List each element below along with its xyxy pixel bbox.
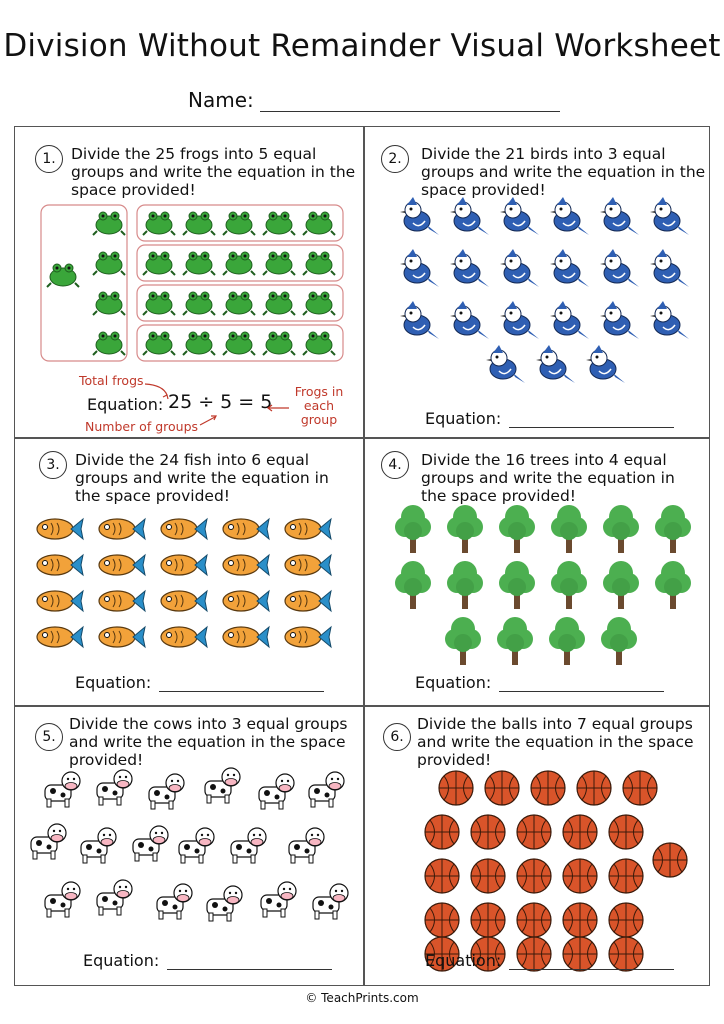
bird-icon (400, 197, 439, 235)
bird-icon (550, 197, 589, 235)
problem-number: 5. (35, 723, 63, 751)
fish-icon (37, 519, 83, 539)
equation-row: Equation: (425, 409, 674, 428)
problems-grid (14, 126, 710, 986)
tree-icon (395, 505, 431, 553)
equation-answer-line[interactable] (509, 951, 674, 970)
basketball-icon (653, 843, 687, 877)
cow-icon (207, 886, 242, 921)
tree-icon (603, 505, 639, 553)
basketball-icon (517, 859, 551, 893)
fish-icon (99, 591, 145, 611)
bird-icon (550, 249, 589, 287)
example-equation: 25 ÷ 5 = 5 (168, 391, 273, 413)
fish-illustration (15, 517, 363, 667)
cow-icon (97, 770, 132, 805)
equation-answer-line[interactable] (509, 409, 674, 428)
basketball-icon (439, 771, 473, 805)
basketball-icon (425, 903, 459, 937)
basketball-icon (425, 859, 459, 893)
cow-icon (261, 882, 296, 917)
bird-icon (600, 197, 639, 235)
equation-answer-line[interactable] (499, 673, 664, 692)
problem-5 (15, 705, 363, 987)
number-of-groups-label: Number of groups (85, 419, 199, 434)
problem-number: 3. (39, 451, 67, 479)
basketball-icon (609, 903, 643, 937)
problem-number: 6. (383, 723, 411, 751)
cow-icon (157, 884, 192, 919)
basketball-icon (623, 771, 657, 805)
fish-icon (99, 519, 145, 539)
basketball-icon (471, 859, 505, 893)
tree-icon (447, 505, 483, 553)
cow-icon (45, 772, 80, 807)
bird-icon (586, 345, 625, 383)
bird-icon (550, 301, 589, 339)
cow-icon (179, 828, 214, 863)
cow-icon (133, 826, 168, 861)
bird-icon (500, 301, 539, 339)
equation-row: Equation: (415, 673, 664, 692)
cow-icon (31, 824, 66, 859)
problem-prompt: Divide the 25 frogs into 5 equal groups and write the equation in the space provided! (71, 145, 356, 199)
fish-icon (285, 627, 331, 647)
tree-icon (499, 505, 535, 553)
name-field[interactable] (260, 89, 560, 112)
name-row (188, 88, 560, 112)
cows-illustration (15, 765, 363, 945)
equation-row: Equation: (425, 951, 674, 970)
fish-icon (99, 555, 145, 575)
footer-credit: © TeachPrints.com (305, 991, 419, 1005)
problem-prompt: Divide the cows into 3 equal groups and write the equation in the space provided! (69, 715, 348, 769)
fish-icon (99, 627, 145, 647)
fish-icon (285, 519, 331, 539)
cow-icon (205, 768, 240, 803)
fish-icon (161, 555, 207, 575)
tree-icon (395, 561, 431, 609)
fish-icon (223, 519, 269, 539)
bird-icon (450, 301, 489, 339)
cow-icon (97, 880, 132, 915)
worksheet-title: Division Without Remainder Visual Worksheet (3, 28, 721, 64)
tree-icon (445, 617, 481, 665)
bird-icon (500, 249, 539, 287)
bird-icon (650, 249, 689, 287)
cow-icon (149, 774, 184, 809)
tree-icon (551, 561, 587, 609)
bird-icon (400, 249, 439, 287)
equation-answer-line[interactable] (159, 673, 324, 692)
basketball-icon (609, 859, 643, 893)
tree-icon (549, 617, 585, 665)
cow-icon (309, 772, 344, 807)
basketball-icon (517, 815, 551, 849)
problem-prompt: Divide the 24 fish into 6 equal groups and write the equation in the space provided! (75, 451, 329, 505)
bird-icon (600, 249, 639, 287)
tree-icon (499, 561, 535, 609)
bird-icon (500, 197, 539, 235)
cow-icon (289, 828, 324, 863)
basketball-icon (471, 903, 505, 937)
tree-icon (655, 561, 691, 609)
cow-icon (45, 882, 80, 917)
tree-icon (447, 561, 483, 609)
bird-icon (650, 301, 689, 339)
tree-icon (603, 561, 639, 609)
name-label: Name: (188, 88, 254, 112)
problem-number: 1. (35, 145, 63, 173)
problem-prompt: Divide the 16 trees into 4 equal groups and write the equation in the space provided! (421, 451, 675, 505)
annotation-arrows (15, 127, 363, 437)
cow-icon (81, 828, 116, 863)
problem-prompt: Divide the 21 birds into 3 equal groups and write the equation in the space provided! (421, 145, 706, 199)
tree-icon (497, 617, 533, 665)
basketball-icon (471, 815, 505, 849)
problem-prompt: Divide the balls into 7 equal groups and write the equation in the space provided! (417, 715, 694, 769)
basketball-icon (577, 771, 611, 805)
fish-icon (285, 555, 331, 575)
problem-number: 4. (381, 451, 409, 479)
birds-illustration (363, 199, 711, 399)
bird-icon (400, 301, 439, 339)
fish-icon (223, 627, 269, 647)
fish-icon (223, 591, 269, 611)
bird-icon (450, 249, 489, 287)
tree-icon (655, 505, 691, 553)
fish-icon (161, 519, 207, 539)
example-equation-label: Equation: (87, 395, 164, 414)
bird-icon (650, 197, 689, 235)
basketball-icon (563, 859, 597, 893)
problem-6 (363, 705, 711, 987)
basketball-icon (563, 903, 597, 937)
bird-icon (536, 345, 575, 383)
problem-4 (363, 437, 711, 705)
trees-illustration (363, 505, 711, 675)
basketball-icon (517, 903, 551, 937)
problem-1 (15, 127, 363, 437)
fish-icon (161, 627, 207, 647)
equation-answer-line[interactable] (167, 951, 332, 970)
fish-icon (223, 555, 269, 575)
equation-row: Equation: (75, 673, 324, 692)
cow-icon (259, 774, 294, 809)
bird-icon (486, 345, 525, 383)
equation-row: Equation: (83, 951, 332, 970)
problem-number: 2. (381, 145, 409, 173)
basketball-icon (485, 771, 519, 805)
tree-icon (601, 617, 637, 665)
total-frogs-label: Total frogs (79, 373, 144, 388)
basketball-icon (609, 815, 643, 849)
balls-illustration (363, 771, 711, 951)
frogs-each-group-label: Frogs in each group (294, 384, 344, 427)
cow-icon (313, 884, 348, 919)
problem-3 (15, 437, 363, 705)
cow-icon (231, 828, 266, 863)
problem-2 (363, 127, 711, 437)
fish-icon (161, 591, 207, 611)
tree-icon (551, 505, 587, 553)
bird-icon (600, 301, 639, 339)
fish-icon (37, 591, 83, 611)
fish-icon (37, 627, 83, 647)
basketball-icon (531, 771, 565, 805)
fish-icon (285, 591, 331, 611)
bird-icon (450, 197, 489, 235)
basketball-icon (425, 815, 459, 849)
basketball-icon (563, 815, 597, 849)
fish-icon (37, 555, 83, 575)
